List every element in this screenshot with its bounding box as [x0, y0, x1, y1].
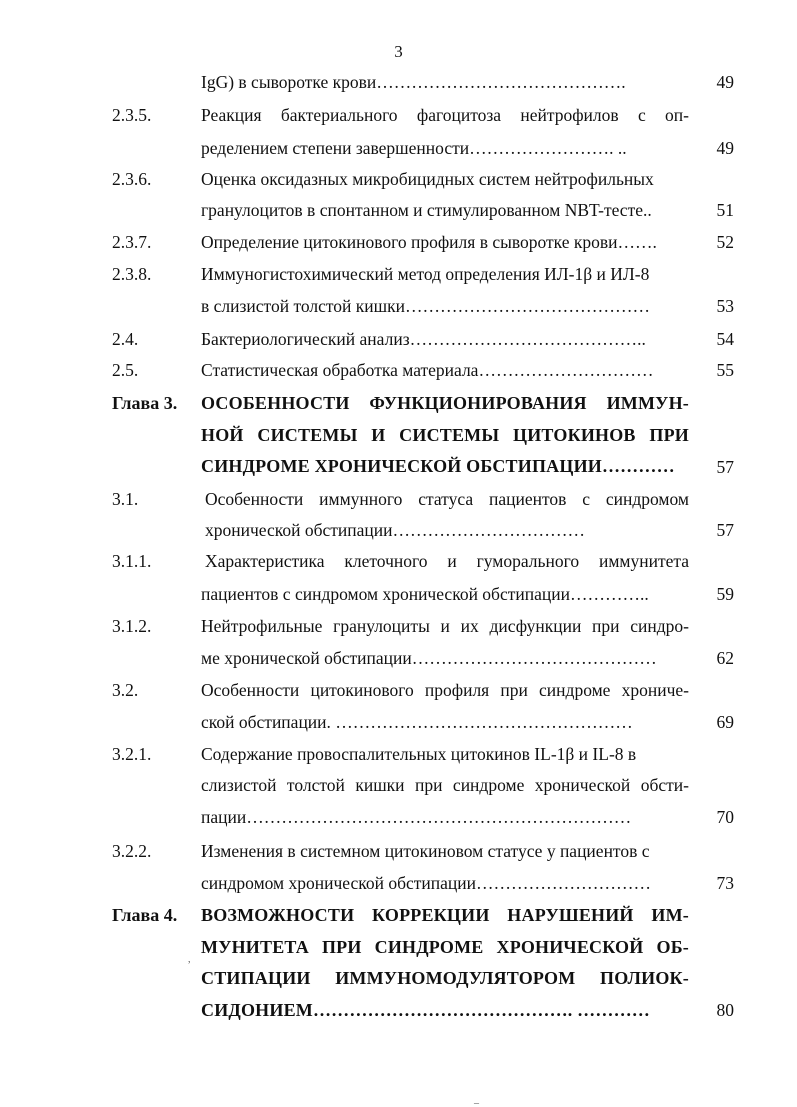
toc-entry-page: 57: [716, 457, 734, 477]
toc-entry-line: в слизистой толстой кишки……………………………………: [201, 296, 651, 316]
toc-entry-line: Бактериологический анализ…………………………………..: [201, 329, 646, 349]
toc-entry-line: Оценка оксидазных микробицидных систем нейтрофильных: [201, 169, 654, 189]
toc-entry-line: гранулоцитов в спонтанном и стимулированном NBT-тесте..: [201, 200, 652, 220]
toc-entry-page: 69: [716, 712, 734, 732]
toc-entry-line: ределением степени завершенности……………………. ..: [201, 138, 627, 158]
toc-entry-number: 3.2.2.: [112, 841, 152, 861]
toc-entry-number: 3.1.: [112, 489, 139, 509]
toc-entry-page: 54: [716, 329, 734, 349]
toc-entry-line: Статистическая обработка материала…………………………: [201, 360, 654, 380]
page-number: 3: [394, 42, 403, 61]
toc-entry-page: 51: [716, 200, 734, 220]
scan-speck: _: [474, 1094, 479, 1105]
toc-entry-line: IgG) в сыворотке крови…………………………………….: [201, 72, 626, 92]
toc-chapter-line: НОЙ СИСТЕМЫ И СИСТЕМЫ ЦИТОКИНОВ ПРИ: [201, 425, 689, 445]
toc-entry-number: 2.3.5.: [112, 105, 152, 125]
toc-entry-line: ской обстипации. ……………………………………………: [201, 712, 633, 732]
toc-chapter-line: ОСОБЕННОСТИ ФУНКЦИОНИРОВАНИЯ ИММУН-: [201, 393, 689, 413]
toc-entry-page: 70: [716, 807, 734, 827]
toc-entry-page: 49: [716, 72, 734, 92]
toc-chapter-number: Глава 3.: [112, 393, 178, 413]
toc-chapter-line: СИНДРОМЕ ХРОНИЧЕСКОЙ ОБСТИПАЦИИ…………: [201, 456, 675, 476]
toc-entry-line: синдромом хронической обстипации…………………………: [201, 873, 652, 893]
scan-speck: ,: [188, 954, 191, 965]
toc-entry-page: 59: [716, 584, 734, 604]
toc-entry-line: Содержание провоспалительных цитокинов IL-1β и IL-8 в: [201, 744, 637, 764]
toc-chapter-line: СИДОНИЕМ……………………………………. …………: [201, 1000, 650, 1020]
toc-entry-page: 55: [716, 360, 734, 380]
toc-entry-number: 2.5.: [112, 360, 139, 380]
toc-entry-number: 2.3.6.: [112, 169, 152, 189]
toc-entry-line: пациентов с синдромом хронической обстипации…………..: [201, 584, 649, 604]
toc-entry-page: 49: [716, 138, 734, 158]
toc-entry-number: 3.1.2.: [112, 616, 152, 636]
toc-entry-number: 3.2.: [112, 680, 139, 700]
toc-entry-line: Особенности цитокинового профиля при синдроме хрониче-: [201, 680, 689, 700]
toc-entry-line: слизистой толстой кишки при синдроме хронической обсти-: [201, 775, 689, 795]
toc-entry-line: Особенности иммунного статуса пациентов с синдромом: [205, 489, 689, 509]
toc-chapter-line: ВОЗМОЖНОСТИ КОРРЕКЦИИ НАРУШЕНИЙ ИМ-: [201, 905, 689, 925]
toc-entry-page: 80: [716, 1000, 734, 1020]
toc-entry-line: Определение цитокинового профиля в сыворотке крови…….: [201, 232, 657, 252]
toc-chapter-line: МУНИТЕТА ПРИ СИНДРОМЕ ХРОНИЧЕСКОЙ ОБ-: [201, 937, 689, 957]
toc-entry-page: 57: [716, 520, 734, 540]
toc-entry-number: 3.1.1.: [112, 551, 152, 571]
toc-entry-line: хронической обстипации……………………………: [205, 520, 586, 540]
toc-entry-page: 53: [716, 296, 734, 316]
toc-entry-number: 2.4.: [112, 329, 139, 349]
toc-entry-line: Реакция бактериального фагоцитоза нейтрофилов с оп-: [201, 105, 689, 125]
toc-entry-line: пации…………………………………………………………: [201, 807, 632, 827]
toc-entry-line: Изменения в системном цитокиновом статусе у пациентов с: [201, 841, 650, 861]
toc-entry-page: 52: [716, 232, 734, 252]
toc-chapter-number: Глава 4.: [112, 905, 178, 925]
toc-entry-line: ме хронической обстипации……………………………………: [201, 648, 657, 668]
toc-chapter-line: СТИПАЦИИ ИММУНОМОДУЛЯТОРОМ ПОЛИОК-: [201, 968, 689, 988]
toc-entry-line: Иммуногистохимический метод определения ИЛ-1β и ИЛ-8: [201, 264, 650, 284]
toc-entry-page: 62: [716, 648, 734, 668]
toc-entry-number: 3.2.1.: [112, 744, 152, 764]
toc-entry-number: 2.3.7.: [112, 232, 152, 252]
toc-entry-line: Характеристика клеточного и гуморального иммунитета: [205, 551, 689, 571]
toc-entry-line: Нейтрофильные гранулоциты и их дисфункции при синдро-: [201, 616, 689, 636]
toc-entry-number: 2.3.8.: [112, 264, 152, 284]
toc-entry-page: 73: [716, 873, 734, 893]
